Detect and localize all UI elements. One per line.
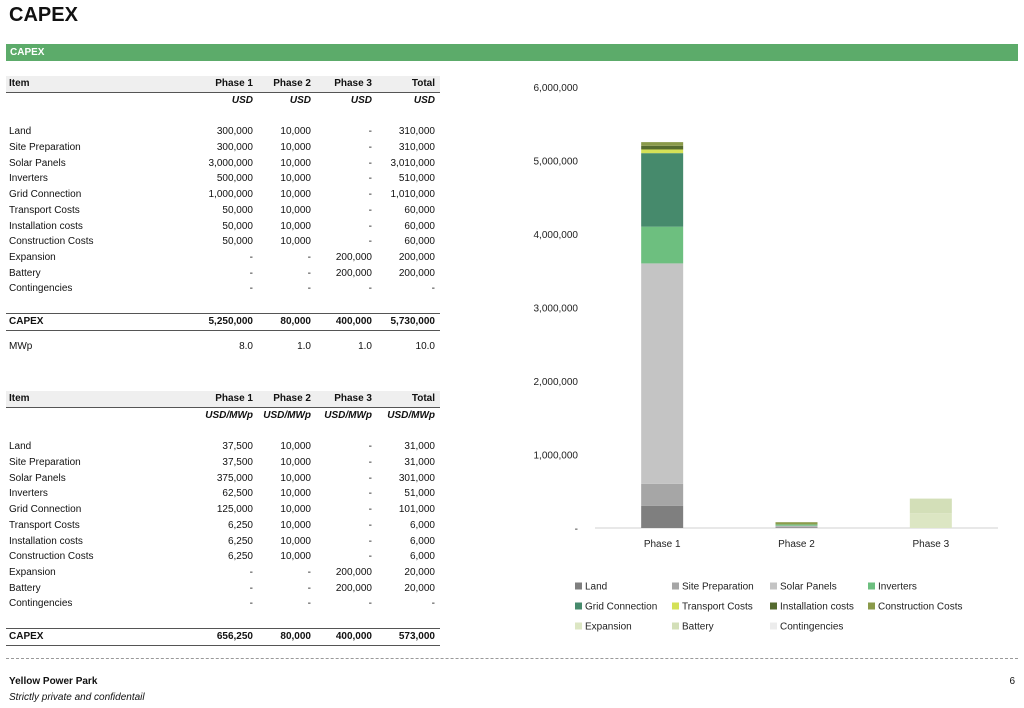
bar-segment-solar-panels	[641, 263, 683, 484]
table-row-cell: 10,000	[280, 504, 311, 516]
y-tick-label: 6,000,000	[533, 83, 578, 94]
mwp-row-cell: 10.0	[415, 340, 435, 352]
table-row-cell: 101,000	[398, 504, 435, 516]
legend-swatch	[672, 623, 679, 630]
legend-label: Grid Connection	[585, 601, 658, 613]
table-row-cell: -	[368, 441, 372, 453]
bar-segment-inverters	[776, 525, 818, 526]
table-row-cell: -	[368, 126, 372, 138]
bar-segment-expansion	[910, 513, 952, 528]
table-row-cell: Transport Costs	[9, 204, 80, 216]
table-row-cell: Contingencies	[9, 598, 73, 610]
table-row-cell: -	[249, 566, 253, 578]
table-row-cell: 200,000	[335, 566, 372, 578]
table-row-cell: -	[249, 251, 253, 263]
bar-segment-construction-costs	[776, 522, 818, 523]
legend-label: Transport Costs	[682, 601, 753, 613]
legend-label: Expansion	[585, 621, 632, 633]
section-banner: CAPEX	[6, 44, 1018, 61]
table-row-cell: -	[368, 157, 372, 169]
table-row-cell: 300,000	[216, 142, 253, 154]
bar-segment-site-preparation	[776, 527, 818, 528]
legend-swatch	[770, 583, 777, 590]
legend-label: Battery	[682, 621, 714, 633]
footer-company: Yellow Power Park	[9, 676, 98, 687]
footer-confidential: Strictly private and confidentail	[9, 692, 145, 703]
legend-label: Solar Panels	[780, 581, 837, 593]
table-row-cell: 37,500	[222, 441, 253, 453]
mwp-row-cell: 8.0	[239, 340, 253, 352]
mwp-row-cell: MWp	[9, 340, 33, 352]
table-units-cell: USD	[413, 94, 435, 106]
table-row-cell: 20,000	[404, 582, 435, 594]
table-row-cell: -	[307, 598, 311, 610]
table-row-cell: 50,000	[222, 236, 253, 248]
table-row-cell: 10,000	[280, 236, 311, 248]
table-row-cell: -	[249, 267, 253, 279]
table-row-cell: 10,000	[280, 126, 311, 138]
table-row-cell: 10,000	[280, 488, 311, 500]
legend-swatch	[868, 583, 875, 590]
table-row-cell: 10,000	[280, 535, 311, 547]
table-row-cell: 200,000	[335, 251, 372, 263]
bar-segment-inverters	[641, 227, 683, 264]
bar-segment-site-preparation	[641, 484, 683, 506]
table-row-cell: 10,000	[280, 220, 311, 232]
table-row-cell: Construction Costs	[9, 551, 94, 563]
table-row-cell: -	[368, 472, 372, 484]
table-units-cell: USD	[289, 94, 311, 106]
legend-swatch	[672, 603, 679, 610]
table-row-cell: -	[368, 189, 372, 201]
table-row-cell: -	[368, 519, 372, 531]
table-header-cell: Item	[9, 78, 30, 89]
bar-segment-transport-costs	[776, 524, 818, 525]
legend-label: Inverters	[878, 581, 917, 593]
table-total-row-cell: 80,000	[280, 315, 311, 327]
table-row-cell: 6,250	[227, 519, 253, 531]
table-row-cell: 10,000	[280, 189, 311, 201]
table-row-cell: 200,000	[335, 267, 372, 279]
table-row-cell: Site Preparation	[9, 457, 81, 469]
table-row-cell: 6,250	[227, 535, 253, 547]
bar-segment-grid-connection	[776, 524, 818, 525]
table-row-cell: 200,000	[335, 582, 372, 594]
table-row-cell: -	[368, 142, 372, 154]
table-row-cell: 3,010,000	[390, 157, 435, 169]
table-header-cell: Phase 2	[273, 78, 311, 89]
table-row-cell: 10,000	[280, 204, 311, 216]
legend-label: Contingencies	[780, 621, 844, 633]
table-row-cell: Grid Connection	[9, 189, 82, 201]
table-row-cell: Land	[9, 126, 32, 138]
table-row-cell: 10,000	[280, 441, 311, 453]
table-row-cell: -	[368, 204, 372, 216]
table-row-cell: 310,000	[398, 126, 435, 138]
table-row-cell: -	[368, 504, 372, 516]
legend-label: Site Preparation	[682, 581, 754, 593]
table-row-cell: Solar Panels	[9, 472, 66, 484]
table-row-cell: 200,000	[398, 251, 435, 263]
table-row-cell: -	[368, 488, 372, 500]
table-row-cell: Installation costs	[9, 220, 83, 232]
table-header-cell: Phase 3	[334, 78, 372, 89]
table-row-cell: -	[307, 267, 311, 279]
table-row-cell: 500,000	[216, 173, 253, 185]
table-header-cell: Phase 1	[215, 78, 253, 89]
table-row-cell: -	[307, 582, 311, 594]
table-units-cell: USD/MWp	[205, 409, 253, 421]
table-row-cell: 31,000	[404, 457, 435, 469]
table-row-cell: 37,500	[222, 457, 253, 469]
table-total-row-cell: 573,000	[398, 630, 435, 642]
table-units-cell: USD	[231, 94, 253, 106]
table-row-cell: 10,000	[280, 157, 311, 169]
table-total-row-cell: 400,000	[335, 315, 372, 327]
table-row-cell: -	[307, 566, 311, 578]
table-units-cell: USD/MWp	[387, 409, 435, 421]
bar-segment-solar-panels	[776, 526, 818, 527]
table-row-cell: Site Preparation	[9, 142, 81, 154]
bar-segment-installation-costs	[776, 523, 818, 524]
bar-segment-land	[641, 506, 683, 528]
table-row-cell: Inverters	[9, 488, 48, 500]
bar-segment-battery	[910, 499, 952, 514]
table-row-cell: 10,000	[280, 472, 311, 484]
table-row-cell: 3,000,000	[208, 157, 253, 169]
table-row-cell: 50,000	[222, 220, 253, 232]
table-row-cell: 6,000	[409, 519, 435, 531]
bar-segment-installation-costs	[641, 146, 683, 150]
table-row-cell: Battery	[9, 267, 41, 279]
table-units-cell: USD	[350, 94, 372, 106]
table-row-cell: 6,000	[409, 535, 435, 547]
x-tick-label: Phase 2	[778, 539, 815, 550]
table-row-cell: -	[368, 220, 372, 232]
table-row-cell: -	[368, 236, 372, 248]
table-row-cell: -	[368, 173, 372, 185]
y-tick-label: 2,000,000	[533, 377, 578, 388]
table-row-cell: 10,000	[280, 142, 311, 154]
table-row-cell: -	[368, 283, 372, 295]
y-tick-label: 3,000,000	[533, 303, 578, 315]
table-row-cell: Contingencies	[9, 283, 73, 295]
table-row-cell: -	[249, 283, 253, 295]
bar-segment-transport-costs	[641, 149, 683, 153]
table-row-cell: -	[307, 283, 311, 295]
table-total-row-cell: CAPEX	[9, 630, 44, 642]
table-row-cell: -	[368, 535, 372, 547]
page-number: 6	[1009, 676, 1015, 687]
legend-swatch	[770, 623, 777, 630]
table-row-cell: -	[368, 457, 372, 469]
table-row-cell: -	[368, 598, 372, 610]
table-units-cell: USD/MWp	[263, 409, 311, 421]
legend-swatch	[575, 583, 582, 590]
table-row-cell: Battery	[9, 582, 41, 594]
legend-swatch	[575, 623, 582, 630]
legend-label: Land	[585, 581, 608, 593]
table-row-cell: 10,000	[280, 519, 311, 531]
table-row-cell: Solar Panels	[9, 157, 66, 169]
table-row-cell: Expansion	[9, 566, 56, 578]
bar-segment-grid-connection	[641, 153, 683, 227]
table-header-cell: Phase 1	[215, 393, 253, 404]
table-row-cell: -	[431, 283, 435, 295]
mwp-row-cell: 1.0	[297, 340, 311, 352]
table-row-cell: 301,000	[398, 472, 435, 484]
legend-label: Installation costs	[780, 601, 854, 613]
table-header-cell: Phase 2	[273, 393, 311, 404]
table-row-cell: Grid Connection	[9, 504, 82, 516]
table-row-cell: 60,000	[404, 236, 435, 248]
table-row-cell: -	[307, 251, 311, 263]
table-row-cell: 375,000	[216, 472, 253, 484]
table-row-cell: -	[249, 582, 253, 594]
footer-divider	[6, 658, 1018, 659]
legend-swatch	[868, 603, 875, 610]
table-total-row-cell: 5,730,000	[390, 315, 435, 327]
table-row-cell: 50,000	[222, 204, 253, 216]
table-row-cell: 51,000	[404, 488, 435, 500]
table-header-cell: Total	[411, 393, 435, 404]
table-total-row-cell: 80,000	[280, 630, 311, 642]
table-row-cell: 510,000	[398, 173, 435, 185]
table-row-cell: 6,250	[227, 551, 253, 563]
table-header-cell: Total	[411, 78, 435, 89]
table-row-cell: 200,000	[398, 267, 435, 279]
table-row-cell: 1,000,000	[208, 189, 253, 201]
table-total-row-cell: 5,250,000	[208, 315, 253, 327]
table-total-row-cell: 400,000	[335, 630, 372, 642]
table-row-cell: 60,000	[404, 220, 435, 232]
table-total-row-cell: CAPEX	[9, 315, 44, 327]
bar-segment-construction-costs	[641, 142, 683, 146]
table-row-cell: 60,000	[404, 204, 435, 216]
x-tick-label: Phase 1	[643, 539, 681, 550]
table-row-cell: Transport Costs	[9, 519, 80, 531]
legend-swatch	[575, 603, 582, 610]
y-tick-label: -	[574, 524, 578, 535]
table-units-cell: USD/MWp	[324, 409, 372, 421]
legend-swatch	[672, 583, 679, 590]
table-row-cell: -	[249, 598, 253, 610]
table-row-cell: 10,000	[280, 551, 311, 563]
table-header-cell: Phase 3	[334, 393, 372, 404]
table-header-cell: Item	[9, 393, 30, 404]
y-tick-label: 1,000,000	[533, 450, 578, 462]
table-row-cell: Expansion	[9, 251, 56, 263]
table-row-cell: 31,000	[404, 441, 435, 453]
table-row-cell: 300,000	[216, 126, 253, 138]
table-row-cell: 62,500	[222, 488, 253, 500]
table-row-cell: 10,000	[280, 457, 311, 469]
table-row-cell: Inverters	[9, 173, 48, 185]
y-tick-label: 4,000,000	[533, 230, 578, 241]
page-title: CAPEX	[9, 4, 78, 26]
table-row-cell: -	[368, 551, 372, 563]
mwp-row-cell: 1.0	[358, 340, 372, 352]
bar-segment-land	[776, 527, 818, 528]
table-row-cell: 6,000	[409, 551, 435, 563]
table-row-cell: 310,000	[398, 142, 435, 154]
legend-swatch	[770, 603, 777, 610]
y-tick-label: 5,000,000	[533, 156, 578, 168]
table-row-cell: 125,000	[216, 504, 253, 516]
table-row-cell: -	[431, 598, 435, 610]
table-row-cell: 20,000	[404, 566, 435, 578]
table-row-cell: Installation costs	[9, 535, 83, 547]
legend-label: Construction Costs	[878, 601, 963, 613]
table-row-cell: 10,000	[280, 173, 311, 185]
table-row-cell: Construction Costs	[9, 236, 94, 248]
x-tick-label: Phase 3	[912, 539, 950, 550]
table-row-cell: 1,010,000	[390, 189, 435, 201]
table-total-row-cell: 656,250	[216, 630, 253, 642]
table-row-cell: Land	[9, 441, 32, 453]
